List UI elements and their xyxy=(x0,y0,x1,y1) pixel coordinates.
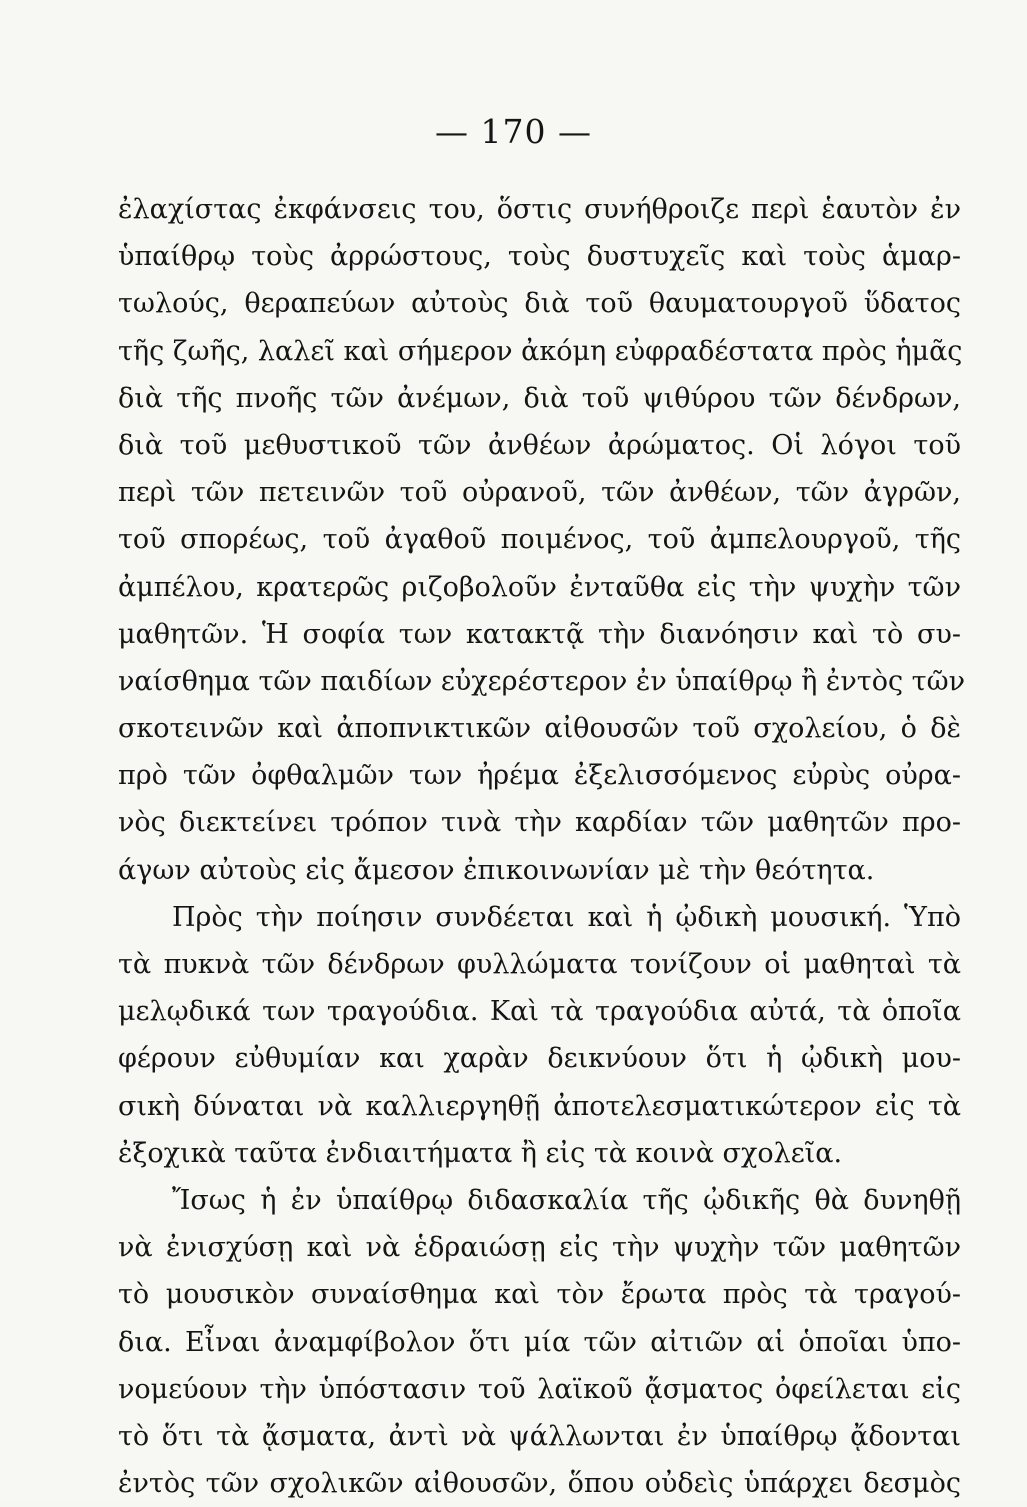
text-line: πρὸ τῶν ὀφθαλμῶν των ἠρέμα ἐξελισσόμενος εὐρὺς οὐρα- xyxy=(118,760,961,792)
text-line: νὰ ἐνισχύσῃ καὶ νὰ ἑδραιώσῃ εἰς τὴν ψυχὴν τῶν μαθητῶν xyxy=(118,1232,961,1264)
text-line: ἐξοχικὰ ταῦτα ἐνδιαιτήματα ἢ εἰς τὰ κοινὰ σχολεῖα. xyxy=(118,1137,843,1169)
body-text xyxy=(118,186,966,1507)
paragraph-2 xyxy=(118,894,961,1177)
text-line: τωλούς, θεραπεύων αὐτοὺς διὰ τοῦ θαυματουργοῦ ὕδατος xyxy=(118,288,961,320)
text-line: νὸς διεκτείνει τρόπον τινὰ τὴν καρδίαν τῶν μαθητῶν προ- xyxy=(118,807,961,839)
text-line: ἐντὸς τῶν σχολικῶν αἰθουσῶν, ὅπου οὐδεὶς ὑπάρχει δεσμὸς xyxy=(118,1468,961,1500)
text-line: ὑπαίθρῳ τοὺς ἀρρώστους, τοὺς δυστυχεῖς καὶ τοὺς ἁμαρ- xyxy=(118,241,961,273)
text-line: σικὴ δύναται νὰ καλλιεργηθῇ ἀποτελεσματικώτερον εἰς τὰ xyxy=(118,1090,961,1122)
text-line: τοῦ σπορέως, τοῦ ἀγαθοῦ ποιμένος, τοῦ ἀμπελουργοῦ, τῆς xyxy=(118,524,961,556)
text-line: ναίσθημα τῶν παιδίων εὐχερέστερον ἐν ὑπαίθρῳ ἢ ἐντὸς τῶν xyxy=(118,665,966,697)
text-line: νομεύουν τὴν ὑπόστασιν τοῦ λαϊκοῦ ᾄσματος ὀφείλεται εἰς xyxy=(118,1373,961,1405)
text-line: σκοτεινῶν καὶ ἀποπνικτικῶν αἰθουσῶν τοῦ σχολείου, ὁ δὲ xyxy=(118,713,961,745)
text-line: μαθητῶν. Ἡ σοφία των κατακτᾷ τὴν διανόησιν καὶ τὸ συ- xyxy=(118,618,961,650)
text-line: τὸ ὅτι τὰ ᾄσματα, ἀντὶ νὰ ψάλλωνται ἐν ὑπαίθρῳ ᾄδονται xyxy=(118,1420,961,1452)
text-line: τὰ πυκνὰ τῶν δένδρων φυλλώματα τονίζουν οἱ μαθηταὶ τὰ xyxy=(118,949,961,980)
text-line: ἀμπέλου, κρατερῶς ριζοβολοῦν ἐνταῦθα εἰς τὴν ψυχὴν τῶν xyxy=(118,571,961,603)
text-line: τῆς ζωῆς, λαλεῖ καὶ σήμερον ἀκόμη εὐφραδέστατα πρὸς ἡμᾶς xyxy=(118,335,963,367)
text-line: ἐλαχίστας ἐκφάνσεις του, ὅστις συνήθροιζε περὶ ἑαυτὸν ἐν xyxy=(118,194,961,225)
text-line: τὸ μουσικὸν συναίσθημα καὶ τὸν ἔρωτα πρὸς τὰ τραγού- xyxy=(118,1279,961,1311)
text-line: φέρουν εὐθυμίαν και χαρὰν δεικνύουν ὅτι ἡ ᾠδικὴ μου- xyxy=(118,1043,961,1075)
text-line: διὰ τῆς πνοῆς τῶν ἀνέμων, διὰ τοῦ ψιθύρου τῶν δένδρων, xyxy=(118,382,961,414)
text-line: μελῳδικά των τραγούδια. Καὶ τὰ τραγούδια αὐτά, τὰ ὁποῖα xyxy=(118,996,961,1028)
text-line: Πρὸς τὴν ποίησιν συνδέεται καὶ ἡ ᾠδικὴ μουσική. Ὑπὸ xyxy=(172,901,961,933)
text-line: περὶ τῶν πετεινῶν τοῦ οὐρανοῦ, τῶν ἀνθέων, τῶν ἀγρῶν, xyxy=(118,477,961,509)
paragraph-1 xyxy=(118,186,966,894)
text-line: άγων αὐτοὺς εἰς ἄμεσον ἐπικοινωνίαν μὲ τὴν θεότητα. xyxy=(118,854,875,886)
page-number: — 170 — xyxy=(435,112,592,151)
text-line: Ἴσως ἡ ἐν ὑπαίθρῳ διδασκαλία τῆς ᾠδικῆς θὰ δυνηθῇ xyxy=(172,1184,961,1216)
text-line: διὰ τοῦ μεθυστικοῦ τῶν ἀνθέων ἀρώματος. Οἱ λόγοι τοῦ xyxy=(118,429,961,461)
text-line: δια. Εἶναι ἀναμφίβολον ὅτι μία τῶν αἰτιῶν αἱ ὁποῖαι ὑπο- xyxy=(118,1326,961,1358)
paragraph-3 xyxy=(118,1177,961,1507)
